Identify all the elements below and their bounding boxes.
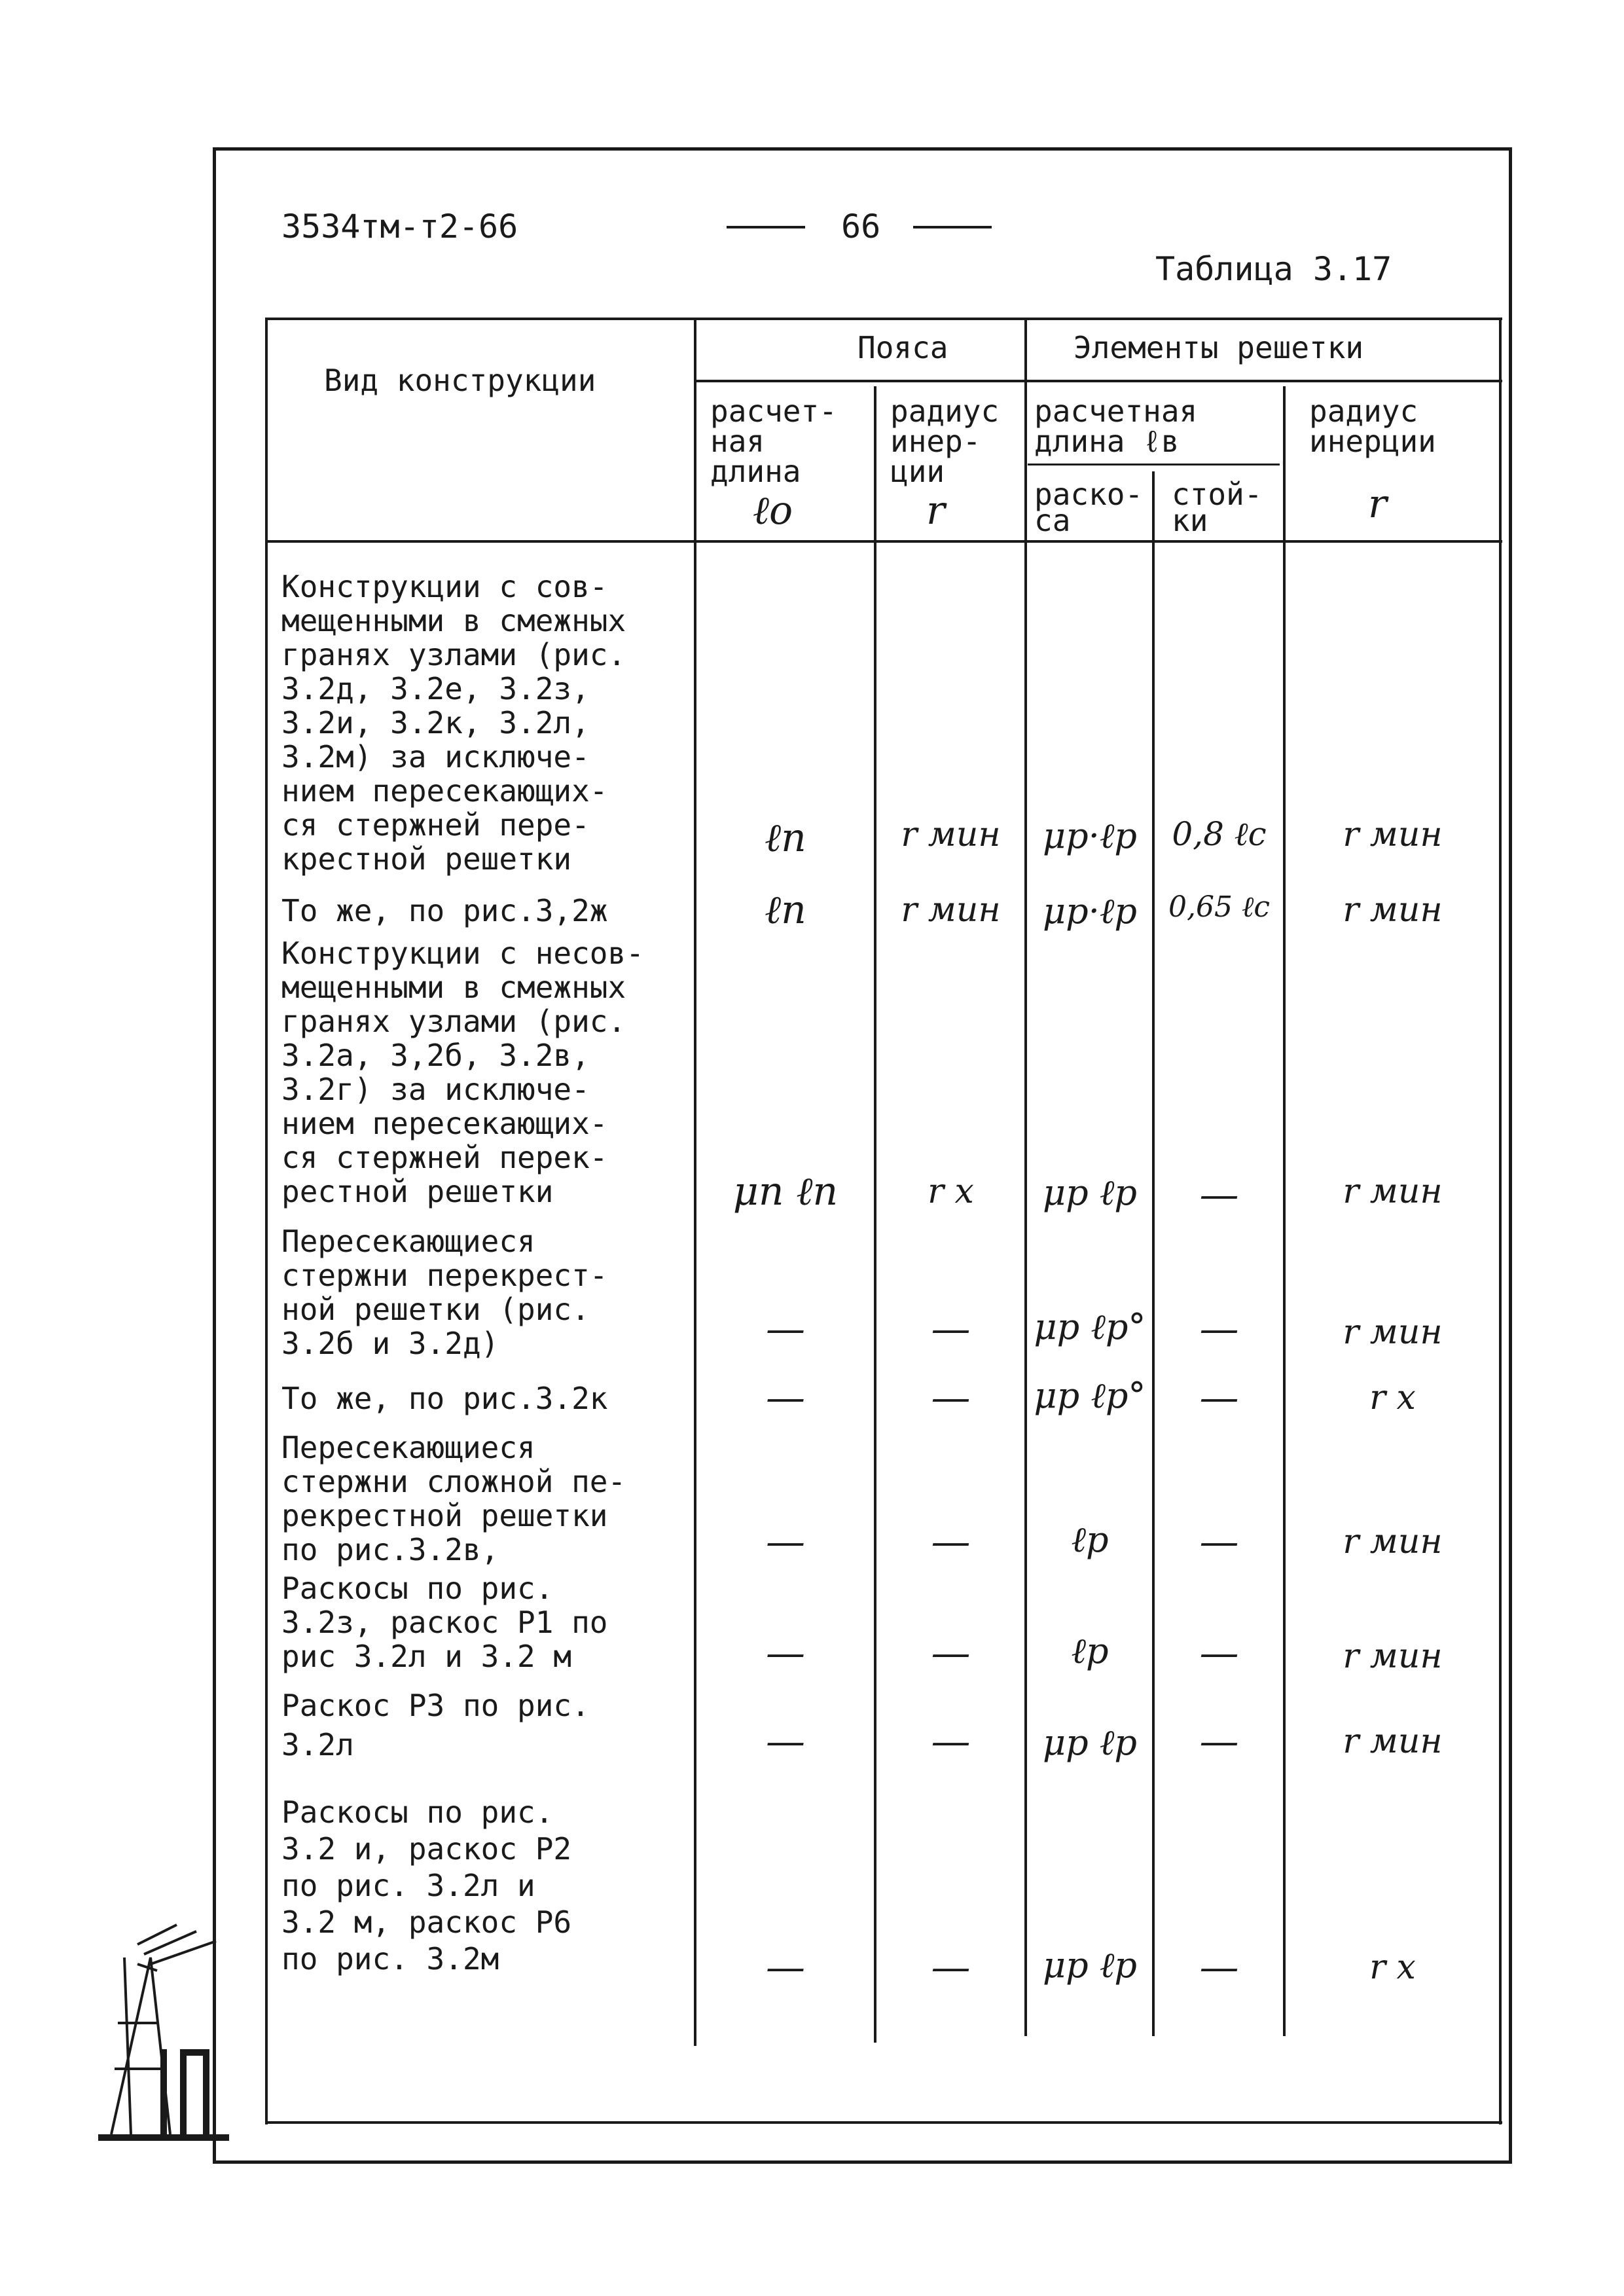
cell-chord-length: — bbox=[766, 1719, 805, 1764]
frame-right bbox=[1509, 147, 1512, 2164]
cell-chord-radius: — bbox=[931, 1630, 971, 1676]
cell-post: — bbox=[1199, 1719, 1239, 1764]
cell-diagonal: μр ℓр° bbox=[1034, 1306, 1146, 1347]
cell-radius: r мин bbox=[1343, 1172, 1443, 1211]
row-label: Пересекающиеся стержни сложной пе- рекрестной решетки по рис.3.2в, bbox=[281, 1430, 626, 1567]
header-construction-type: Вид конструкции bbox=[324, 363, 596, 398]
frame-bottom bbox=[213, 2160, 1512, 2164]
cell-diagonal: μр ℓр bbox=[1043, 1172, 1137, 1213]
cell-diagonal: μр ℓр° bbox=[1034, 1375, 1146, 1416]
header-lattice-group: Элементы решетки bbox=[1074, 330, 1364, 365]
page-number: 66 bbox=[841, 208, 881, 246]
cell-chord-radius: — bbox=[931, 1944, 971, 1990]
cell-chord-radius: r мин bbox=[901, 890, 1001, 930]
table-title: Таблица 3.17 bbox=[1155, 250, 1392, 288]
cell-diagonal: μр·ℓр bbox=[1043, 815, 1137, 856]
row-label: Раскосы по рис. 3.2 и, раскос P2 по рис. 3.2л и 3.2 м, раскос P6 по рис. 3.2м bbox=[281, 1795, 572, 1977]
cell-diagonal: μр·ℓр bbox=[1043, 890, 1137, 932]
page-number-dash-left bbox=[727, 226, 805, 228]
frame-top bbox=[213, 147, 1512, 151]
cell-radius: r мин bbox=[1343, 815, 1443, 854]
page-number-dash-right bbox=[913, 226, 992, 228]
cell-chord-radius: r x bbox=[928, 1172, 974, 1211]
cell-radius: r мин bbox=[1343, 1637, 1443, 1676]
cell-diagonal: ℓр bbox=[1071, 1630, 1109, 1671]
cell-diagonal: μр ℓр bbox=[1043, 1944, 1137, 1986]
cell-chord-radius: r мин bbox=[901, 815, 1001, 854]
cell-radius: r мин bbox=[1343, 1722, 1443, 1761]
row-label: Раскос P3 по рис. 3.2л bbox=[281, 1688, 590, 1762]
row-label: Конструкции с сов- мещенными в смежных гранях узлами (рис. 3.2д, 3.2е, 3.2з, 3.2и, 3.2к, 3.2л, 3.2м) за исключе- нием пересекающих- ся стержней пере- крестной решетки bbox=[281, 569, 626, 877]
header-chord-length: расчет- ная длина bbox=[710, 393, 837, 489]
publisher-logo-icon bbox=[98, 1918, 229, 2141]
cell-chord-length: μп ℓп bbox=[732, 1169, 839, 1214]
cell-post: — bbox=[1199, 1172, 1239, 1218]
document-code: 3534тм-т2-66 bbox=[281, 208, 518, 246]
cell-post: — bbox=[1199, 1306, 1239, 1352]
cell-radius: r x bbox=[1369, 1948, 1416, 1987]
cell-chord-length: — bbox=[766, 1306, 805, 1352]
cell-post: 0,65 ℓс bbox=[1168, 890, 1270, 924]
row-label: Пересекающиеся стержни перекрест- ной решетки (рис. 3.2б и 3.2д) bbox=[281, 1224, 608, 1361]
cell-radius: r мин bbox=[1343, 890, 1443, 930]
row-label: То же, по рис.3.2к bbox=[281, 1381, 608, 1416]
row-label: Конструкции с несов- мещенными в смежных гранях узлами (рис. 3.2а, 3,2б, 3.2в, 3.2г) за исключе- нием пересекающих- ся стержней перек- рестной решетки bbox=[281, 936, 644, 1209]
cell-chord-length: — bbox=[766, 1630, 805, 1676]
row-label: То же, по рис.3,2ж bbox=[281, 893, 608, 928]
cell-chord-length: ℓп bbox=[765, 815, 806, 861]
header-lattice-diagonal: раско- са bbox=[1034, 477, 1144, 538]
header-lattice-radius-symbol: r bbox=[1368, 481, 1387, 527]
cell-chord-length: — bbox=[766, 1375, 805, 1421]
cell-radius: r мин bbox=[1343, 1522, 1443, 1561]
cell-post: — bbox=[1199, 1630, 1239, 1676]
cell-chord-length: — bbox=[766, 1519, 805, 1565]
cell-post: — bbox=[1199, 1519, 1239, 1565]
header-lattice-length: расчетная длина ℓв bbox=[1034, 393, 1198, 459]
header-lattice-post: стой- ки bbox=[1172, 477, 1263, 538]
header-lattice-radius: радиус инерции bbox=[1309, 393, 1436, 459]
cell-diagonal: ℓр bbox=[1071, 1519, 1109, 1560]
cell-chord-radius: — bbox=[931, 1519, 971, 1565]
header-chord-radius: радиус инер- ции bbox=[890, 393, 1000, 489]
header-chord-length-symbol: ℓо bbox=[753, 488, 793, 534]
cell-chord-radius: — bbox=[931, 1306, 971, 1352]
cell-radius: r x bbox=[1369, 1378, 1416, 1417]
header-chords-group: Пояса bbox=[857, 330, 948, 365]
cell-post: 0,8 ℓс bbox=[1172, 815, 1267, 853]
cell-post: — bbox=[1199, 1375, 1239, 1421]
header-chord-radius-symbol: r bbox=[926, 488, 945, 534]
cell-post: — bbox=[1199, 1944, 1239, 1990]
cell-chord-length: ℓп bbox=[765, 887, 806, 933]
cell-radius: r мин bbox=[1343, 1313, 1443, 1352]
cell-chord-radius: — bbox=[931, 1719, 971, 1764]
frame-left bbox=[213, 147, 216, 2164]
row-label: Раскосы по рис. 3.2з, раскос P1 по рис 3.2л и 3.2 м bbox=[281, 1571, 608, 1674]
cell-chord-radius: — bbox=[931, 1375, 971, 1421]
cell-diagonal: μр ℓр bbox=[1043, 1722, 1137, 1763]
cell-chord-length: — bbox=[766, 1944, 805, 1990]
